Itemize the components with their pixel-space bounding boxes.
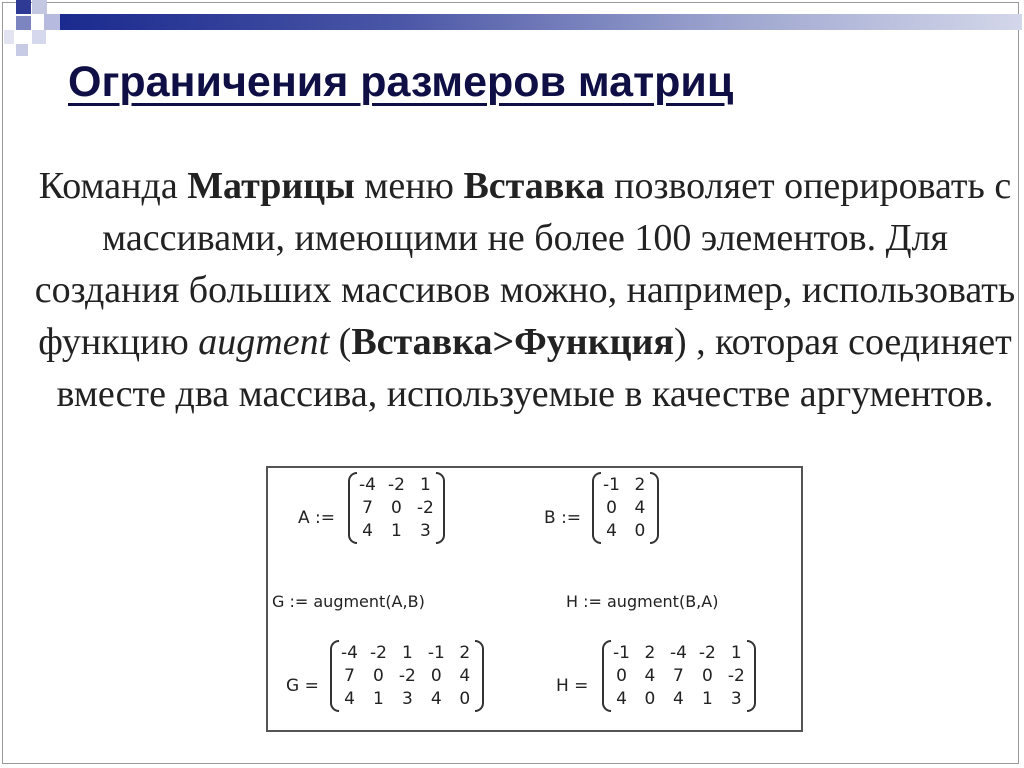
decor-square: [44, 14, 60, 30]
matrix-cell: -2: [727, 666, 745, 686]
left-paren: [592, 472, 601, 544]
matrix-grid: [357, 472, 436, 544]
matrix-cell: 0: [644, 689, 656, 709]
matrix-cell: -1: [603, 475, 620, 495]
matrix-cell: 0: [430, 666, 442, 686]
matrix-cell: 1: [401, 643, 413, 663]
g-definition: G := augment(A,B): [272, 592, 425, 611]
h-definition: H := augment(B,A): [566, 592, 719, 611]
matrix-cell: 0: [391, 498, 402, 518]
matrix-b-label: B :=: [544, 508, 582, 528]
matrix-cell: -2: [398, 666, 416, 686]
matrix-cell: 4: [362, 521, 373, 541]
matrix-cell: 7: [344, 666, 355, 686]
matrix-cell: 0: [616, 666, 627, 686]
matrix-cell: 4: [606, 521, 617, 541]
matrix-g-label: G =: [286, 676, 319, 696]
slide-paragraph: Команда Матрицы меню Вставка позволяет оперировать с массивами, имеющими не более 100 элементов. Для создания больших массивов можно, например, использовать функцию augment (Вставка>Функция) , которая соединяет вместе два массива, используемые в качестве аргументов.: [34, 165, 1016, 415]
matrix-cell: 0: [606, 498, 617, 518]
matrix-a: [348, 472, 445, 544]
matrix-grid: [339, 640, 475, 712]
matrix-cell: 1: [373, 689, 384, 709]
decor-square: [16, 0, 31, 14]
matrix-cell: 2: [459, 643, 471, 663]
matrix-cell: 1: [419, 475, 431, 495]
matrix-cell: 4: [634, 498, 646, 518]
left-paren: [330, 640, 339, 712]
matrix-cell: 0: [373, 666, 384, 686]
left-paren: [348, 472, 357, 544]
matrix-cell: 2: [644, 643, 656, 663]
matrix-g: [330, 640, 484, 712]
slide-title: Ограничения размеров матриц: [68, 58, 734, 106]
right-paren: [650, 472, 659, 544]
matrix-cell: 0: [634, 521, 646, 541]
matrix-cell: -2: [387, 475, 405, 495]
matrix-cell: 4: [616, 689, 627, 709]
matrix-cell: 7: [362, 498, 373, 518]
matrix-cell: 3: [419, 521, 431, 541]
matrix-cell: 4: [673, 689, 684, 709]
right-paren: [747, 640, 756, 712]
decor-square: [32, 0, 47, 14]
decor-square: [32, 30, 46, 44]
matrix-cell: -1: [427, 643, 445, 663]
matrix-cell: -1: [613, 643, 630, 663]
matrix-cell: 1: [701, 689, 713, 709]
matrix-cell: 3: [401, 689, 413, 709]
matrix-cell: 2: [634, 475, 646, 495]
matrix-cell: 1: [391, 521, 402, 541]
decor-square: [16, 44, 28, 56]
matrix-b: [592, 472, 659, 544]
matrix-h-label: H =: [556, 676, 589, 696]
matrix-cell: 7: [673, 666, 684, 686]
right-paren: [436, 472, 445, 544]
matrix-cell: 1: [730, 643, 742, 663]
matrix-cell: -4: [669, 643, 687, 663]
matrix-grid: [601, 472, 650, 544]
mathcad-worksheet: [266, 466, 803, 732]
matrix-cell: 0: [701, 666, 713, 686]
matrix-cell: 0: [459, 689, 471, 709]
matrix-cell: 4: [644, 666, 656, 686]
decor-square: [16, 16, 31, 30]
matrix-cell: -4: [341, 643, 358, 663]
decor-square: [4, 30, 14, 44]
matrix-a-label: A :=: [298, 508, 336, 528]
matrix-cell: 3: [730, 689, 742, 709]
matrix-h: [602, 640, 756, 712]
matrix-grid: [611, 640, 747, 712]
matrix-cell: -2: [369, 643, 387, 663]
matrix-cell: -2: [416, 498, 434, 518]
header-bar: [60, 14, 1022, 30]
matrix-cell: -4: [359, 475, 376, 495]
matrix-cell: 4: [344, 689, 355, 709]
left-paren: [602, 640, 611, 712]
matrix-cell: -2: [698, 643, 716, 663]
right-paren: [475, 640, 484, 712]
matrix-cell: 4: [430, 689, 442, 709]
matrix-cell: 4: [459, 666, 471, 686]
